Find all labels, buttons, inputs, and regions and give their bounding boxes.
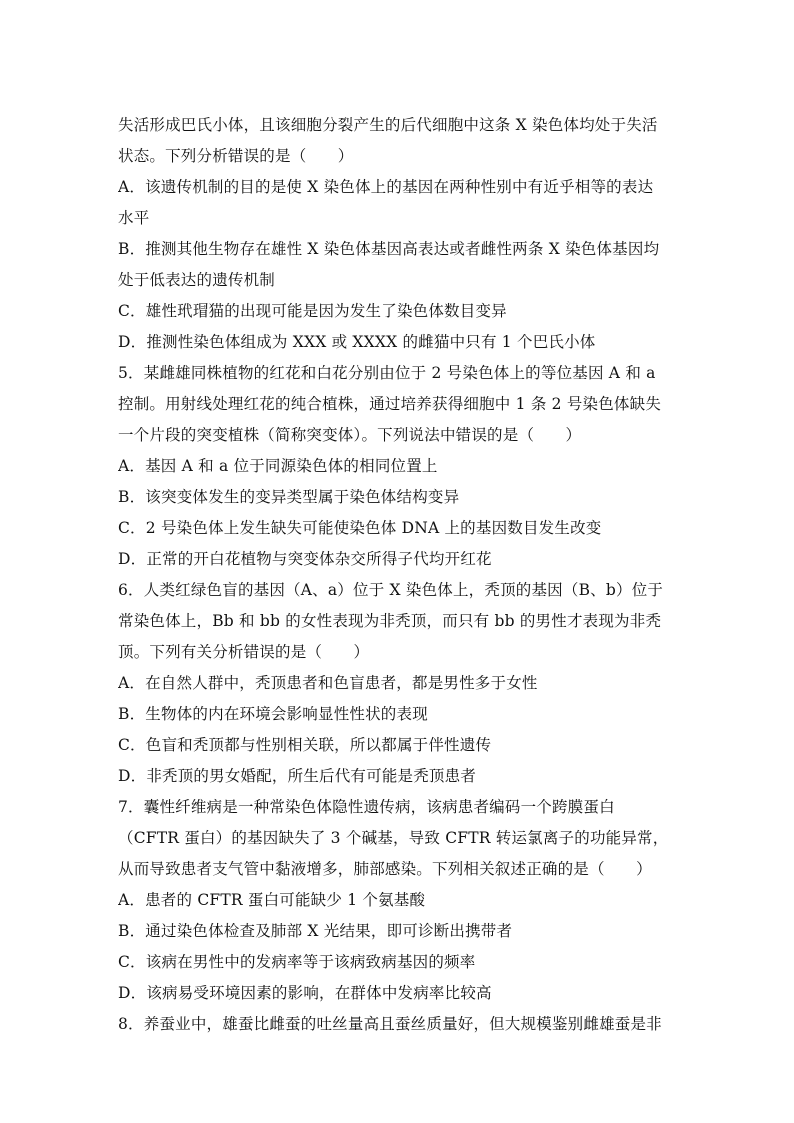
option-line: B．生物体的内在环境会影响显性性状的表现 — [118, 705, 428, 723]
option-line: B．通过染色体检查及肺部 X 光结果，即可诊断出携带者 — [118, 922, 513, 940]
text-line: 失活形成巴氏小体，且该细胞分裂产生的后代细胞中这条 X 染色体均处于失活 — [118, 116, 658, 134]
option-line: C．雄性玳瑁猫的出现可能是因为发生了染色体数目变异 — [118, 302, 507, 320]
option-line: A．基因 A 和 a 位于同源染色体的相同位置上 — [118, 457, 438, 475]
option-line: D．该病易受环境因素的影响，在群体中发病率比较高 — [118, 984, 492, 1002]
option-line: A．在自然人群中，秃顶患者和色盲患者，都是男性多于女性 — [118, 674, 538, 692]
text-line: 从而导致患者支气管中黏液增多，肺部感染。下列相关叙述正确的是（ ） — [118, 860, 652, 878]
text-line: 控制。用射线处理红花的纯合植株，通过培养获得细胞中 1 条 2 号染色体缺失 — [118, 395, 662, 413]
text-line: （CFTR 蛋白）的基因缺失了 3 个碱基，导致 CFTR 转运氯离子的功能异常， — [118, 829, 669, 847]
question-line: 7．囊性纤维病是一种常染色体隐性遗传病，该病患者编码一个跨膜蛋白 — [118, 798, 615, 816]
text-line: 状态。下列分析错误的是（ ） — [118, 147, 354, 165]
option-line: A．患者的 CFTR 蛋白可能缺少 1 个氨基酸 — [118, 891, 426, 909]
option-line: C．2 号染色体上发生缺失可能使染色体 DNA 上的基因数目发生改变 — [118, 519, 602, 537]
option-line: C．该病在男性中的发病率等于该病致病基因的频率 — [118, 953, 476, 971]
option-line: C．色盲和秃顶都与性别相关联，所以都属于伴性遗传 — [118, 736, 492, 754]
option-line: D．正常的开白花植物与突变体杂交所得子代均开红花 — [118, 550, 492, 568]
option-line: B．该突变体发生的变异类型属于染色体结构变异 — [118, 488, 460, 506]
question-line: 6．人类红绿色盲的基因（A、a）位于 X 染色体上，秃顶的基因（B、b）位于 — [118, 581, 664, 599]
text-line: 一个片段的突变植株（简称突变体）。下列说法中错误的是（ ） — [118, 426, 582, 444]
option-line: D．非秃顶的男女婚配，所生后代有可能是秃顶患者 — [118, 767, 477, 785]
question-line: 8．养蚕业中，雄蚕比雌蚕的吐丝量高且蚕丝质量好，但大规模鉴别雌雄蚕是非 — [118, 1015, 662, 1033]
option-line: A．该遗传机制的目的是使 X 染色体上的基因在两种性别中有近乎相等的表达 — [118, 178, 654, 196]
text-line: 处于低表达的遗传机制 — [118, 271, 276, 289]
question-line: 5．某雌雄同株植物的红花和白花分别由位于 2 号染色体上的等位基因 A 和 a — [118, 364, 656, 382]
option-line: D．推测性染色体组成为 XXX 或 XXXX 的雌猫中只有 1 个巴氏小体 — [118, 333, 596, 351]
text-line: 水平 — [118, 209, 150, 227]
text-line: 常染色体上，Bb 和 bb 的女性表现为非秃顶，而只有 bb 的男性才表现为非秃 — [118, 612, 662, 630]
text-line: 顶。下列有关分析错误的是（ ） — [118, 643, 370, 661]
option-line: B．推测其他生物存在雄性 X 染色体基因高表达或者雌性两条 X 染色体基因均 — [118, 240, 660, 258]
